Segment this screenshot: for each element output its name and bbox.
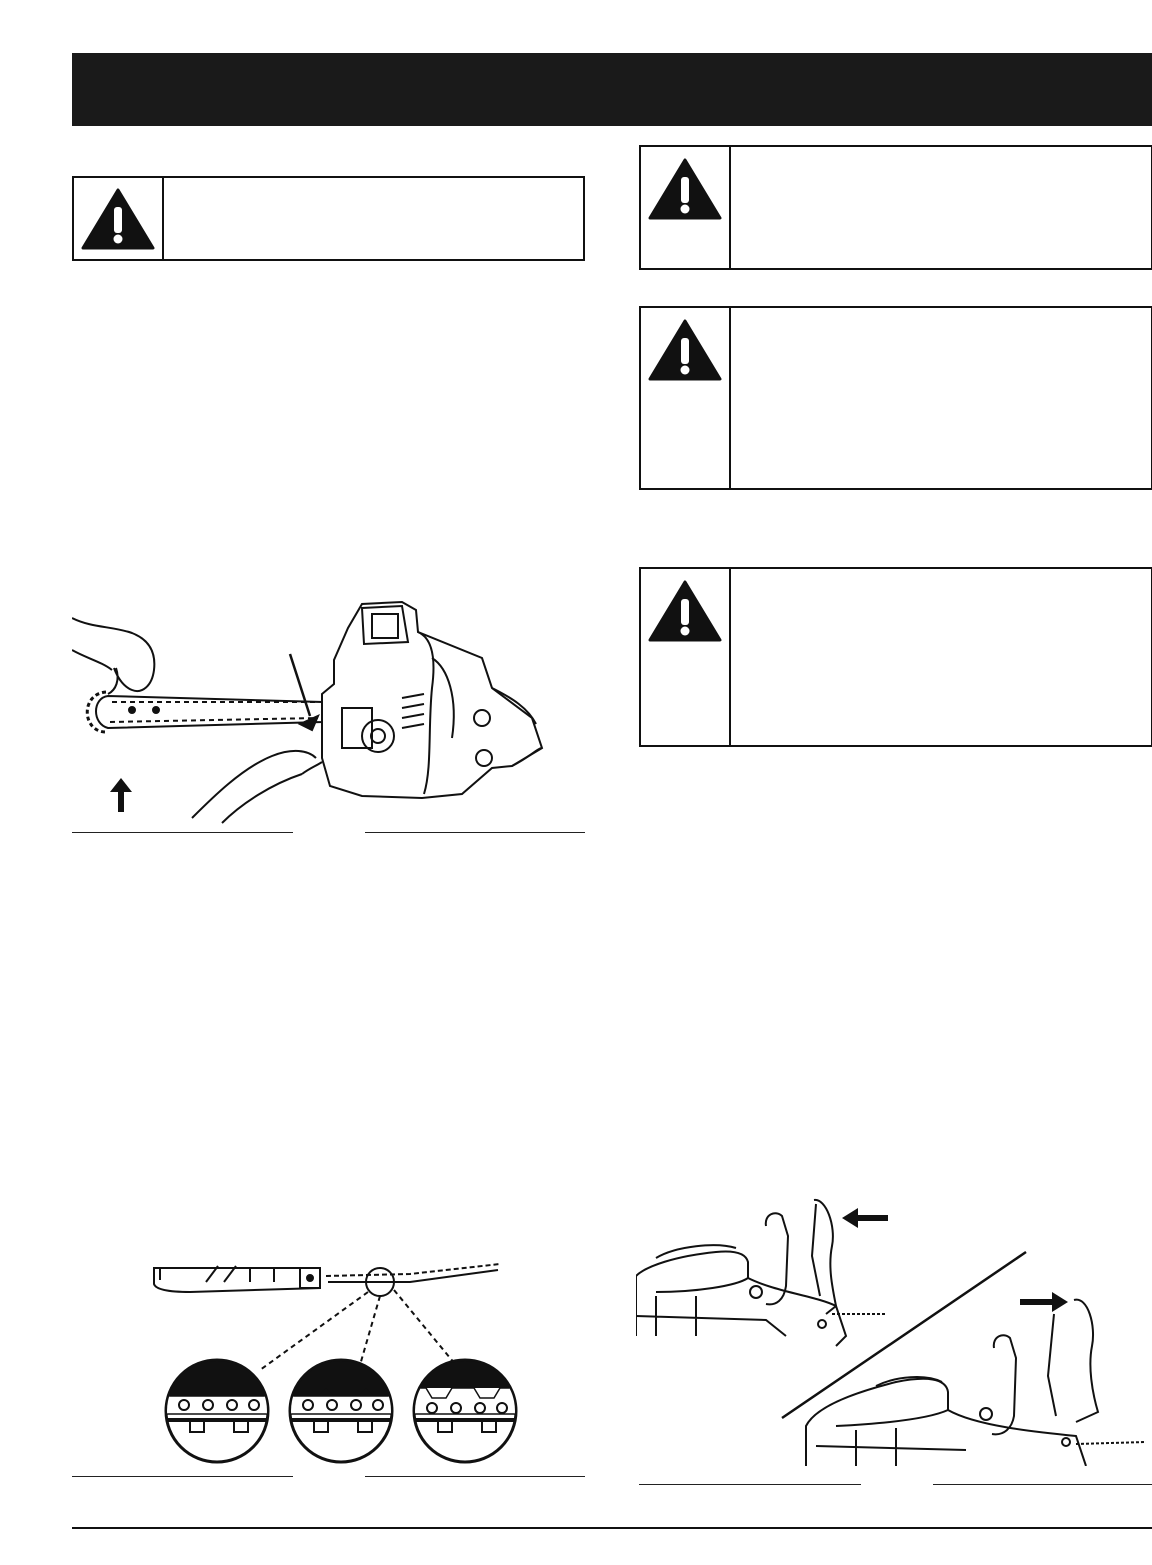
warning-text bbox=[731, 569, 1151, 745]
warning-box-1 bbox=[72, 176, 585, 261]
warning-icon-cell bbox=[74, 178, 164, 259]
warning-icon-cell bbox=[641, 569, 731, 745]
chain-brake-figure bbox=[636, 1196, 1152, 1466]
warning-box-2 bbox=[639, 145, 1152, 270]
chainsaw-illustration bbox=[72, 598, 585, 826]
right-arrow-icon bbox=[1020, 1292, 1068, 1312]
chain-detail-circle-3 bbox=[412, 1358, 518, 1464]
chain-detail-circle-2 bbox=[288, 1358, 394, 1464]
figure-rule bbox=[639, 1484, 861, 1485]
chain-brake-illustration bbox=[636, 1196, 1152, 1466]
chain-detail-circle-1 bbox=[164, 1358, 270, 1464]
warning-triangle-icon bbox=[80, 187, 156, 251]
warning-triangle-icon bbox=[647, 318, 723, 382]
left-arrow-icon bbox=[842, 1208, 888, 1228]
warning-icon-cell bbox=[641, 147, 731, 268]
figure-rule bbox=[933, 1484, 1152, 1485]
warning-box-4 bbox=[639, 567, 1152, 747]
figure-rule bbox=[72, 1476, 293, 1477]
chain-tension-figure bbox=[72, 598, 585, 826]
figure-rule bbox=[72, 832, 293, 833]
warning-text bbox=[731, 147, 1151, 268]
warning-icon-cell bbox=[641, 308, 731, 488]
warning-box-3 bbox=[639, 306, 1152, 490]
header-bar bbox=[72, 53, 1152, 126]
figure-rule bbox=[365, 1476, 585, 1477]
footer-rule bbox=[72, 1527, 1152, 1529]
warning-triangle-icon bbox=[647, 579, 723, 643]
up-arrow-icon bbox=[110, 778, 132, 812]
chain-wear-figure bbox=[150, 1260, 520, 1465]
warning-text bbox=[731, 308, 1151, 488]
figure-rule bbox=[365, 832, 585, 833]
warning-text bbox=[164, 178, 583, 259]
warning-triangle-icon bbox=[647, 157, 723, 221]
